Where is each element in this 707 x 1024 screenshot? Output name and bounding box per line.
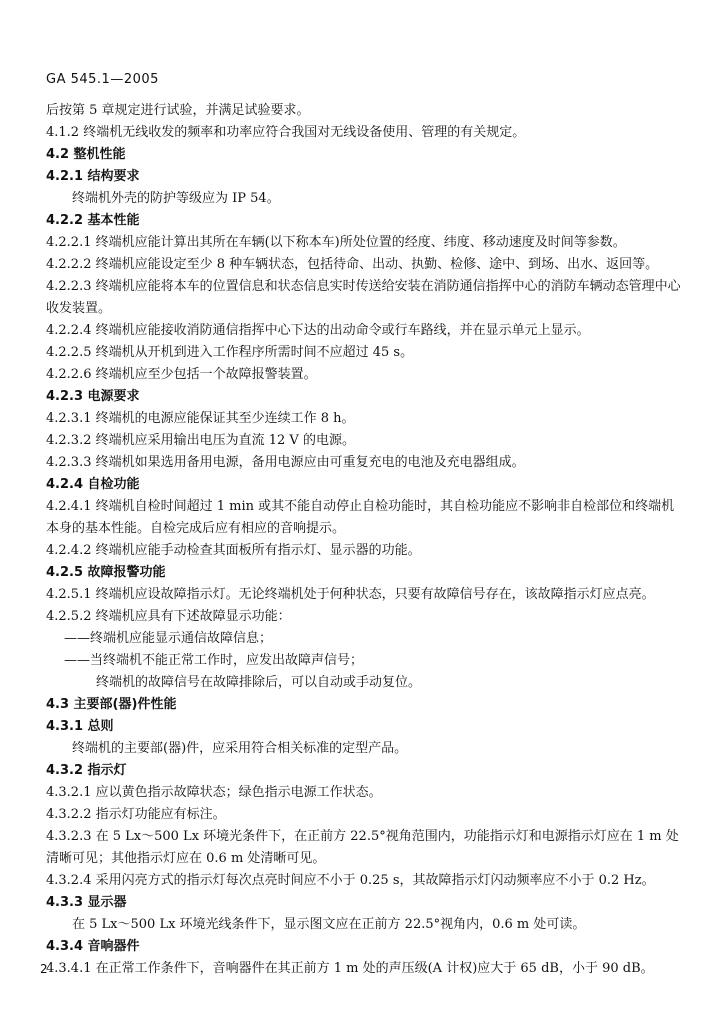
paragraph-line: 4.2.2.5 终端机从开机到进入工作程序所需时间不应超过 45 s。 [46, 345, 414, 360]
paragraph-line: 后按第 5 章规定进行试验，并满足试验要求。 [46, 103, 310, 118]
paragraph-line: ——当终端机不能正常工作时，应发出故障声信号； [64, 653, 364, 668]
paragraph-line: 4.3.2.4 采用闪亮方式的指示灯每次点亮时间应不小于 0.25 s，其故障指示灯闪动频率应不小于 0.2 Hz。 [46, 873, 655, 888]
paragraph-line: 4.2.3.1 终端机的电源应能保证其至少连续工作 8 h。 [46, 411, 355, 426]
paragraph-line: 4.2.3.3 终端机如果选用备用电源，备用电源应由可重复充电的电池及充电器组成。 [46, 455, 525, 470]
paragraph-line: 终端机的故障信号在故障排除后，可以自动或手动复位。 [96, 675, 422, 690]
paragraph-line: 4.2.5.2 终端机应具有下述故障显示功能： [46, 609, 291, 624]
paragraph-line: 4.2.2.2 终端机应能设定至少 8 种车辆状态，包括待命、出动、执勤、检修、途中、到场、出水、返回等。 [46, 257, 659, 272]
paragraph-line: 终端机的主要部(器)件，应采用符合相关标准的定型产品。 [72, 741, 408, 756]
paragraph-line: 4.2.2.6 终端机应至少包括一个故障报警装置。 [46, 367, 317, 382]
standard-id-header: GA 545.1—2005 [46, 72, 159, 87]
paragraph-line: 4.2.4.1 终端机自检时间超过 1 min 或其不能自动停止自检功能时，其自检功能应不影响非自检部位和终端机本身的基本性能。自检完成后应有相应的音响提示。 [46, 499, 675, 536]
section-heading: 4.3 主要部(器)件性能 [46, 697, 177, 712]
paragraph-line: 4.3.2.1 应以黄色指示故障状态；绿色指示电源工作状态。 [46, 785, 382, 800]
section-heading: 4.3.4 音响器件 [46, 939, 140, 954]
section-heading: 4.2 整机性能 [46, 147, 126, 162]
paragraph-line: 终端机外壳的防护等级应为 IP 54。 [72, 191, 280, 206]
paragraph-line: 在 5 Lx～500 Lx 环境光线条件下，显示图文应在正前方 22.5°视角内，0.6 m 处可读。 [72, 917, 586, 932]
paragraph-line: 4.3.2.2 指示灯功能应有标注。 [46, 807, 226, 822]
paragraph-line: 4.2.2.4 终端机应能接收消防通信指挥中心下达的出动命令或行车路线，并在显示单元上显示。 [46, 323, 590, 338]
paragraph-line: 4.2.5.1 终端机应设故障指示灯。无论终端机处于何种状态，只要有故障信号存在，该故障指示灯应点亮。 [46, 587, 655, 602]
paragraph-line: 4.2.2.1 终端机应能计算出其所在车辆(以下称本车)所处位置的经度、纬度、移动速度及时间等参数。 [46, 235, 626, 250]
paragraph-line: 4.2.2.3 终端机应能将本车的位置信息和状态信息实时传送给安装在消防通信指挥中心的消防车辆动态管理中心收发装置。 [46, 279, 681, 316]
paragraph-line: 4.3.4.1 在正常工作条件下，音响器件在其正前方 1 m 处的声压级(A 计权)应大于 65 dB，小于 90 dB。 [46, 961, 654, 976]
paragraph-line: 4.2.3.2 终端机应采用输出电压为直流 12 V 的电源。 [46, 433, 355, 448]
paragraph-line: 4.2.4.2 终端机应能手动检查其面板所有指示灯、显示器的功能。 [46, 543, 421, 558]
section-heading: 4.2.5 故障报警功能 [46, 565, 166, 580]
section-heading: 4.3.1 总则 [46, 719, 114, 734]
section-heading: 4.3.3 显示器 [46, 895, 127, 910]
section-heading: 4.2.3 电源要求 [46, 389, 140, 404]
document-body [46, 100, 682, 980]
paragraph-line: 4.3.2.3 在 5 Lx～500 Lx 环境光条件下，在正前方 22.5°视角范围内，功能指示灯和电源指示灯应在 1 m 处清晰可见；其他指示灯应在 0.6 m 处清晰可见。 [46, 829, 679, 866]
paragraph-line: 4.1.2 终端机无线收发的频率和功率应符合我国对无线设备使用、管理的有关规定。 [46, 125, 526, 140]
section-heading: 4.2.1 结构要求 [46, 169, 140, 184]
page-number: 2 [40, 962, 48, 976]
section-heading: 4.3.2 指示灯 [46, 763, 127, 778]
section-heading: 4.2.4 自检功能 [46, 477, 140, 492]
paragraph-line: ——终端机应能显示通信故障信息； [64, 631, 273, 646]
section-heading: 4.2.2 基本性能 [46, 213, 140, 228]
